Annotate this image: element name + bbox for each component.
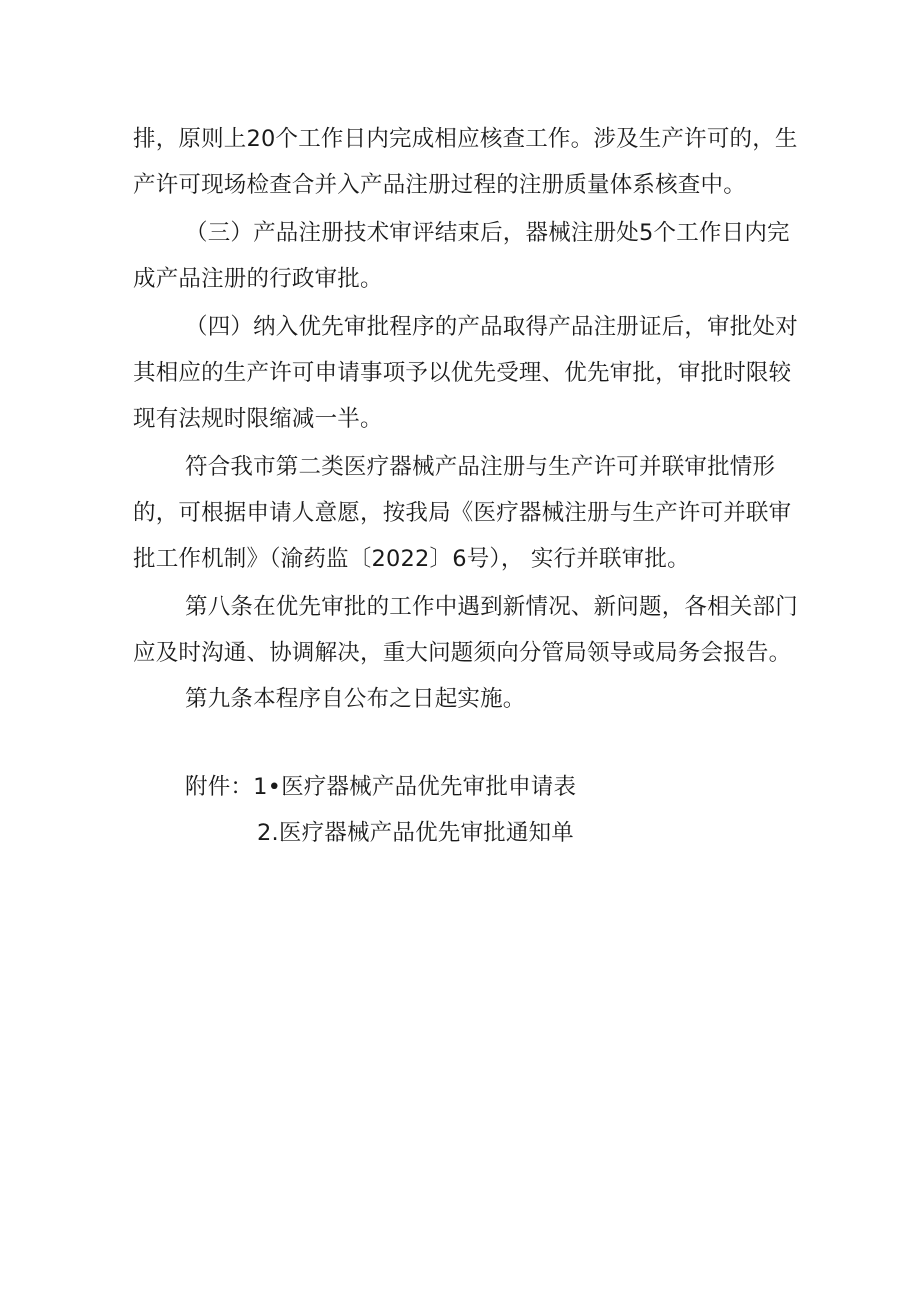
attachment-item-2: 2.医疗器械产品优先审批通知单: [257, 820, 574, 846]
paragraph-line: 第八条在优先审批的工作中遇到新情况、新问题，各相关部门: [185, 594, 798, 620]
paragraph-line: 现有法规时限缩减一半。: [133, 406, 383, 432]
paragraph-line: 排，原则上20个工作日内完成相应核查工作。涉及生产许可的，生: [133, 126, 798, 152]
paragraph-line: 其相应的生产许可申请事项予以优先受理、优先审批，审批时限较: [133, 360, 792, 386]
paragraph-line: 应及时沟通、协调解决，重大问题须向分管局领导或局务会报告。: [133, 640, 792, 666]
paragraph-line: 第九条本程序自公布之日起实施。: [185, 686, 526, 712]
paragraph-line: 产许可现场检查合并入产品注册过程的注册质量体系核查中。: [133, 172, 746, 198]
paragraph-line: 批工作机制》（渝药监〔2022〕6号）， 实行并联审批。: [133, 546, 690, 572]
paragraph-line: （四）纳入优先审批程序的产品取得产品注册证后，审批处对: [185, 314, 798, 340]
paragraph-line: 的，可根据申请人意愿，按我局《医疗器械注册与生产许可并联审: [133, 500, 792, 526]
paragraph-line: 符合我市第二类医疗器械产品注册与生产许可并联审批情形: [185, 454, 776, 480]
paragraph-line: （三）产品注册技术审评结束后，器械注册处5个工作日内完: [185, 220, 790, 246]
paragraph-line: 成产品注册的行政审批。: [133, 266, 383, 292]
attachment-item-1: 附件：1•医疗器械产品优先审批申请表: [185, 774, 577, 800]
